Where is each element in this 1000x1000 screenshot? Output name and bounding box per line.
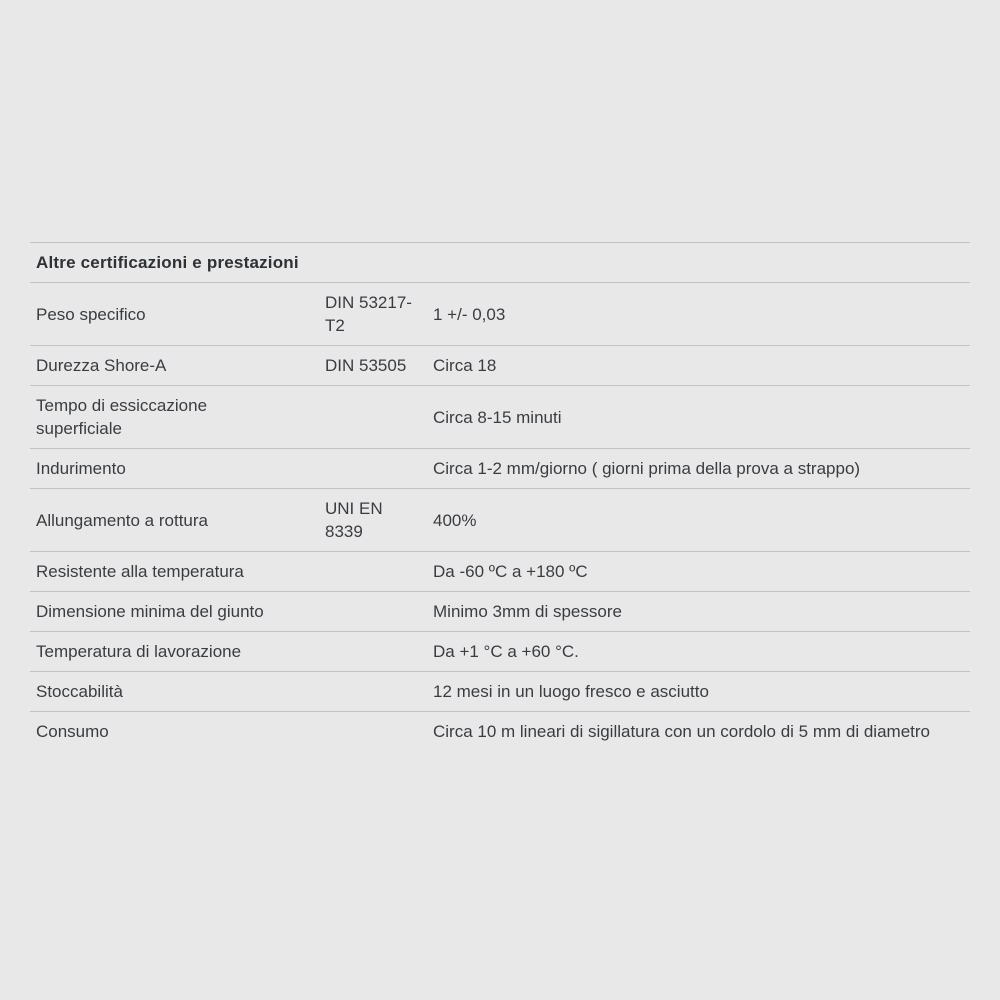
spec-standard: DIN 53505 (325, 356, 407, 375)
table-row (30, 591, 970, 631)
table-row (30, 551, 970, 591)
table-row (30, 711, 970, 751)
spec-value: Circa 10 m lineari di sigillatura con un cordolo di 5 mm di diametro (433, 722, 930, 741)
spec-standard: UNI EN 8339 (325, 499, 383, 541)
spec-label: Dimensione minima del giunto (36, 602, 264, 621)
spec-label: Allungamento a rottura (36, 510, 208, 530)
table-row (30, 282, 970, 345)
table-row (30, 448, 970, 488)
spec-value: 12 mesi in un luogo fresco e asciutto (433, 682, 709, 701)
spec-label: Consumo (36, 722, 109, 741)
spec-label: Stoccabilità (36, 682, 123, 701)
table-row (30, 345, 970, 385)
table-row (30, 488, 970, 551)
specifications-table (30, 242, 970, 751)
spec-value: Da +1 °C a +60 °C. (433, 642, 579, 661)
spec-label: Peso specifico (36, 304, 146, 324)
spec-value: Circa 1-2 mm/giorno ( giorni prima della prova a strappo) (433, 459, 861, 478)
table-header-row (30, 242, 970, 282)
spec-value: Circa 8-15 minuti (433, 407, 562, 427)
spec-value: 400% (433, 510, 477, 530)
table-row (30, 631, 970, 671)
table-row (30, 385, 970, 448)
spec-label: Durezza Shore-A (36, 356, 167, 375)
spec-label: Tempo di essiccazione superficiale (36, 396, 208, 438)
spec-label: Indurimento (36, 459, 126, 478)
spec-value: Circa 18 (433, 356, 497, 375)
table-row (30, 671, 970, 711)
spec-value: Minimo 3mm di spessore (433, 602, 622, 621)
spec-value: 1 +/- 0,03 (433, 304, 506, 324)
spec-value: Da -60 ºC a +180 ºC (433, 562, 588, 581)
table-title: Altre certificazioni e prestazioni (36, 253, 299, 272)
spec-label: Resistente alla temperatura (36, 562, 244, 581)
spec-standard: DIN 53217-T2 (325, 293, 412, 335)
spec-label: Temperatura di lavorazione (36, 642, 242, 661)
